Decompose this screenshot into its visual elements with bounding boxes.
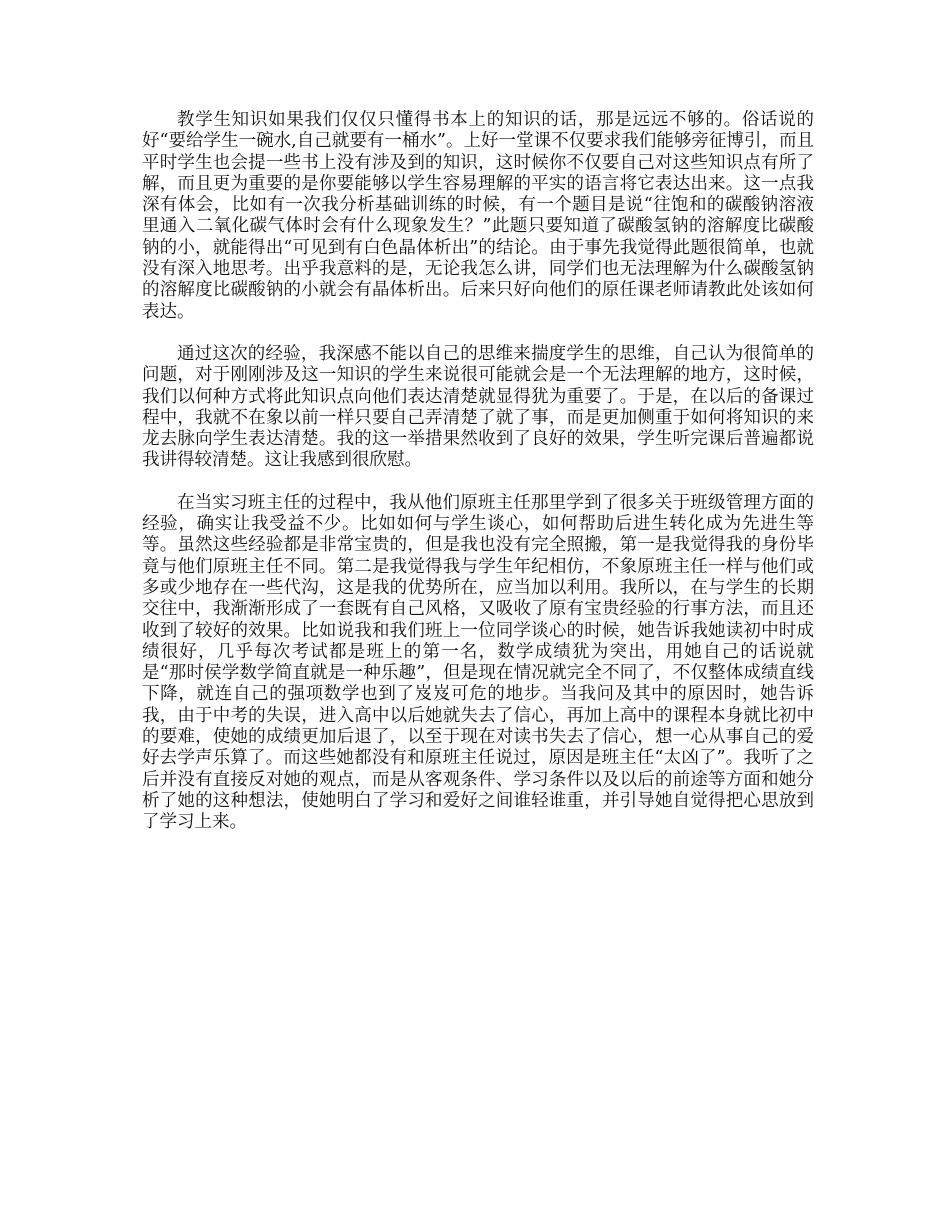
paragraph-3: 在当实习班主任的过程中，我从他们原班主任那里学到了很多关于班级管理方面的经验，确实让我受益不少。比如如何与学生谈心，如何帮助后进生转化成为先进生等等。虽然这些经验都是非常宝贵的，但是我也没有完全照搬，第一是我觉得我的身份毕竟与他们原班主任不同。第二是我觉得我与学生年纪相仿，不象原班主任一样与他们或多或少地存在一些代沟，这是我的优势所在，应当加以利用。我所以，在与学生的长期交往中，我渐渐形成了一套既有自己风格，又吸收了原有宝贵经验的行事方法，而且还收到了较好的效果。比如说我和我们班上一位同学谈心的时候，她告诉我她读初中时成绩很好，几乎每次考试都是班上的第一名，数学成绩犹为突出，用她自己的话说就是“那时侯学数学简直就是一种乐趣”，但是现在情况就完全不同了，不仅整体成绩直线下降，就连自己的强项数学也到了岌岌可危的地步。当我问及其中的原因时，她告诉我，由于中考的失误，进入高中以后她就失去了信心，再加上高中的课程本身就比初中的要难，使她的成绩更加后退了，以至于现在对读书失去了信心，想一心从事自己的爱好去学声乐算了。而这些她都没有和原班主任说过，原因是班主任“太凶了”。我听了之后并没有直接反对她的观点，而是从客观条件、学习条件以及以后的前途等方面和她分析了她的这种想法，使她明白了学习和爱好之间谁轻谁重，并引导她自觉得把心思放到了学习上来。 [142, 492, 814, 833]
paragraph-2: 通过这次的经验，我深感不能以自己的思维来揣度学生的思维，自己认为很简单的问题，对于刚刚涉及这一知识的学生来说很可能就会是一个无法理解的地方，这时候，我们以何种方式将此知识点向他们表达清楚就显得犹为重要了。于是，在以后的备课过程中，我就不在象以前一样只要自己弄清楚了就了事，而是更加侧重于如何将知识的来龙去脉向学生表达清楚。我的这一举措果然收到了良好的效果，学生听完课后普遍都说我讲得较清楚。这让我感到很欣慰。 [142, 343, 814, 471]
document-body [142, 110, 814, 855]
paragraph-1: 教学生知识如果我们仅仅只懂得书本上的知识的话，那是远远不够的。俗话说的好“要给学生一碗水,自己就要有一桶水”。上好一堂课不仅要求我们能够旁征博引，而且平时学生也会提一些书上没有涉及到的知识，这时候你不仅要自己对这些知识点有所了解，而且更为重要的是你要能够以学生容易理解的平实的语言将它表达出来。这一点我深有体会，比如有一次我分析基础训练的时候，有一个题目是说“往饱和的碳酸钠溶液里通入二氧化碳气体时会有什么现象发生？”此题只要知道了碳酸氢钠的溶解度比碳酸钠的小，就能得出“可见到有白色晶体析出”的结论。由于事先我觉得此题很简单，也就没有深入地思考。出乎我意料的是，无论我怎么讲，同学们也无法理解为什么碳酸氢钠的溶解度比碳酸钠的小就会有晶体析出。后来只好向他们的原任课老师请教此处该如何表达。 [142, 110, 814, 322]
